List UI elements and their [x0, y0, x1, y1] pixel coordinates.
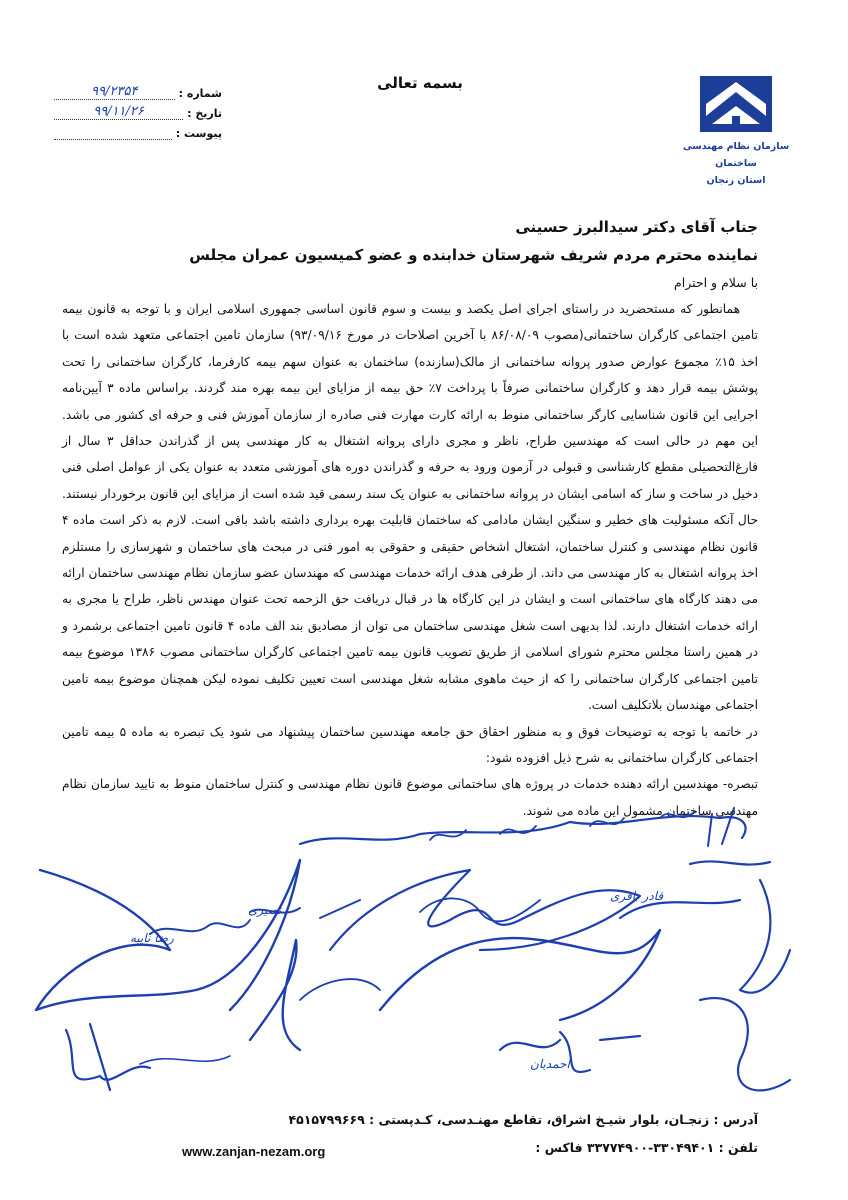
logo-org-name: سازمان نظام مهندسی ساختمان — [682, 141, 790, 169]
number-value: ۹۹/۲۳۵۴ — [54, 84, 175, 100]
signature-name-4: احمدیان — [530, 1057, 570, 1071]
date-row — [54, 100, 222, 120]
body-paragraph-2: در خاتمه با توجه به توضیحات فوق و به منظور احقاق حق جامعه مهندسین ساختمان پیشنهاد می شود یک تبصره به ماده ۵ بیمه تامین اجتماعی کارگران ساختمانی به شرح ذیل افزوده شود: — [62, 724, 758, 765]
signatures-block — [0, 800, 848, 1130]
body-paragraph-1: همانطور که مستحضرید در راستای اجرای اصل یکصد و بیست و سوم قانون اساسی جمهوری اسلامی ایران و با توجه به قانون بیمه تامین اجتماعی کارگران ساختمانی(مصوب ۸۶/۰۸/۰۹ با آخرین اصلاحات در مورخ ۹۳/۰۹/۱۶) سازمان تامین اجتماعی متعهد شده است با اخذ ۱۵٪ مجموع عوارض صدور پروانه ساختمانی از مالک(سازنده) ساختمان به عنوان سهم بیمه کارفرما، کارگران ساختمانی را تحت پوشش بیمه قرار دهد و کارگران ساختمانی صرفاً با پرداخت ۷٪ حق بیمه از مزایای این بیمه بهره مند گردند. براساس ماده ۳ آیین‌نامه اجرایی این قانون شناسایی کارگر ساختمانی منوط به ارائه کارت مهارت فنی صادره از سازمان آموزش فنی و حرفه ای کشور می باشد. این مهم در حالی است که مهندسین طراح، ناظر و مجری دارای پروانه اشتغال به کار مهندسی پس از گذراندن حداقل ۳ سال از فارغ‌التحصیلی مقطع کارشناسی و قبولی در آزمون ورود به حرفه و گذراندن دوره های آموزشی متعدد به عنوان یکی از عوامل اصلی فنی دخیل در ساخت و ساز که اسامی ایشان در پروانه ساختمانی به عنوان یک سند رسمی قید شده است از مزایای این قانون برخوردار نیستند. حال آنکه مسئولیت های خطیر و سنگین ایشان مادامی که ساختمان قابلیت بهره برداری داشته باشد باقی است. لازم به ذکر است ماده ۴ قانون نظام مهندسی و کنترل ساختمان، اشتغال اشخاص حقیقی و حقوقی به امور فنی در مبحث های ساختمان و شهرسازی را مستلزم اخذ پروانه اشتغال به کار مهندسی می داند. از طرفی هدف ارائه خدمات مهندسی که مهندسان عضو سازمان نظام مهندسی ساختمان ارائه می دهند کارگاه های ساختمانی است و ایشان در این کارگاه ها در قبال دریافت حق الزحمه تحت عنوان مهندس ناظر، طراح یا مجری به ارائه خدمات اشتغال دارند. لذا بدیهی است شغل مهندسی ساختمان می توان از مصادیق بند الف ماده ۴ قانون تامین اجتماعی برشمرد و در همین راستا مجلس محترم شورای اسلامی از طریق تصویب قانون بیمه تامین اجتماعی کارگران ساختمانی مصوب ۱۳۸۶ موضوع بیمه تامین اجتماعی کارگران ساختمانی را که از حیث ماهوی مشابه شغل مهندسی است تعیین تکلیف نموده لیکن همچنان موضوع بیمه تامین اجتماعی مهندسان بلاتکلیف است. — [62, 302, 759, 713]
attachment-value — [54, 139, 172, 140]
signature-6 — [500, 1032, 640, 1072]
number-row — [54, 80, 222, 100]
date-value: ۹۹/۱۱/۲۶ — [54, 104, 183, 120]
signature-name-3: رضا نایبه — [130, 931, 174, 945]
number-label: شماره : — [178, 87, 222, 100]
handwritten-note — [300, 808, 746, 846]
letter-footer — [182, 1112, 758, 1182]
signature-2 — [330, 870, 640, 950]
letter-body — [62, 296, 758, 824]
org-logo — [682, 72, 790, 186]
signature-3 — [620, 861, 790, 992]
signature-5 — [66, 1024, 150, 1090]
addressee-name: جناب آقای دکتر سیدالبرز حسینی — [515, 218, 758, 236]
salutation: با سلام و احترام — [674, 275, 758, 290]
signature-7 — [700, 998, 790, 1090]
footer-address: آدرس : زنجـان، بلوار شیـخ اشراق، تقاطع مهنـدسی، کـدپستی : ۴۵۱۵۷۹۹۶۶۹ — [288, 1112, 758, 1127]
attachment-label: پیوست : — [175, 127, 222, 140]
footer-phone-fax: تلفن : ۳۳۰۴۹۴۰۱-۳۳۷۷۴۹۰۰ فاکس : — [535, 1140, 758, 1155]
body-paragraph-3: تبصره- مهندسین ارائه دهنده خدمات در پروژه های ساختمانی موضوع قانون نظام مهندسی و کنترل ساختمان منوط به تایید سازمان نظام مهندسی ساختمان مشمول این ماده می شوند. — [62, 777, 758, 818]
addressee-title: نماینده محترم مردم شریف شهرستان خدابنده و عضو کمیسیون عمران مجلس — [189, 246, 758, 264]
signature-name-1: نصیری — [248, 903, 282, 917]
date-label: تاریخ : — [187, 107, 222, 120]
letter-meta — [54, 80, 222, 140]
signature-name-2: قادر باقری — [610, 889, 664, 903]
logo-province: استان زنجان — [706, 175, 766, 186]
footer-website[interactable]: www.zanjan-nezam.org — [182, 1144, 326, 1159]
building-logo-icon — [698, 72, 774, 134]
attachment-row — [54, 120, 222, 140]
basmala-heading: بسمه تعالی — [377, 74, 463, 92]
